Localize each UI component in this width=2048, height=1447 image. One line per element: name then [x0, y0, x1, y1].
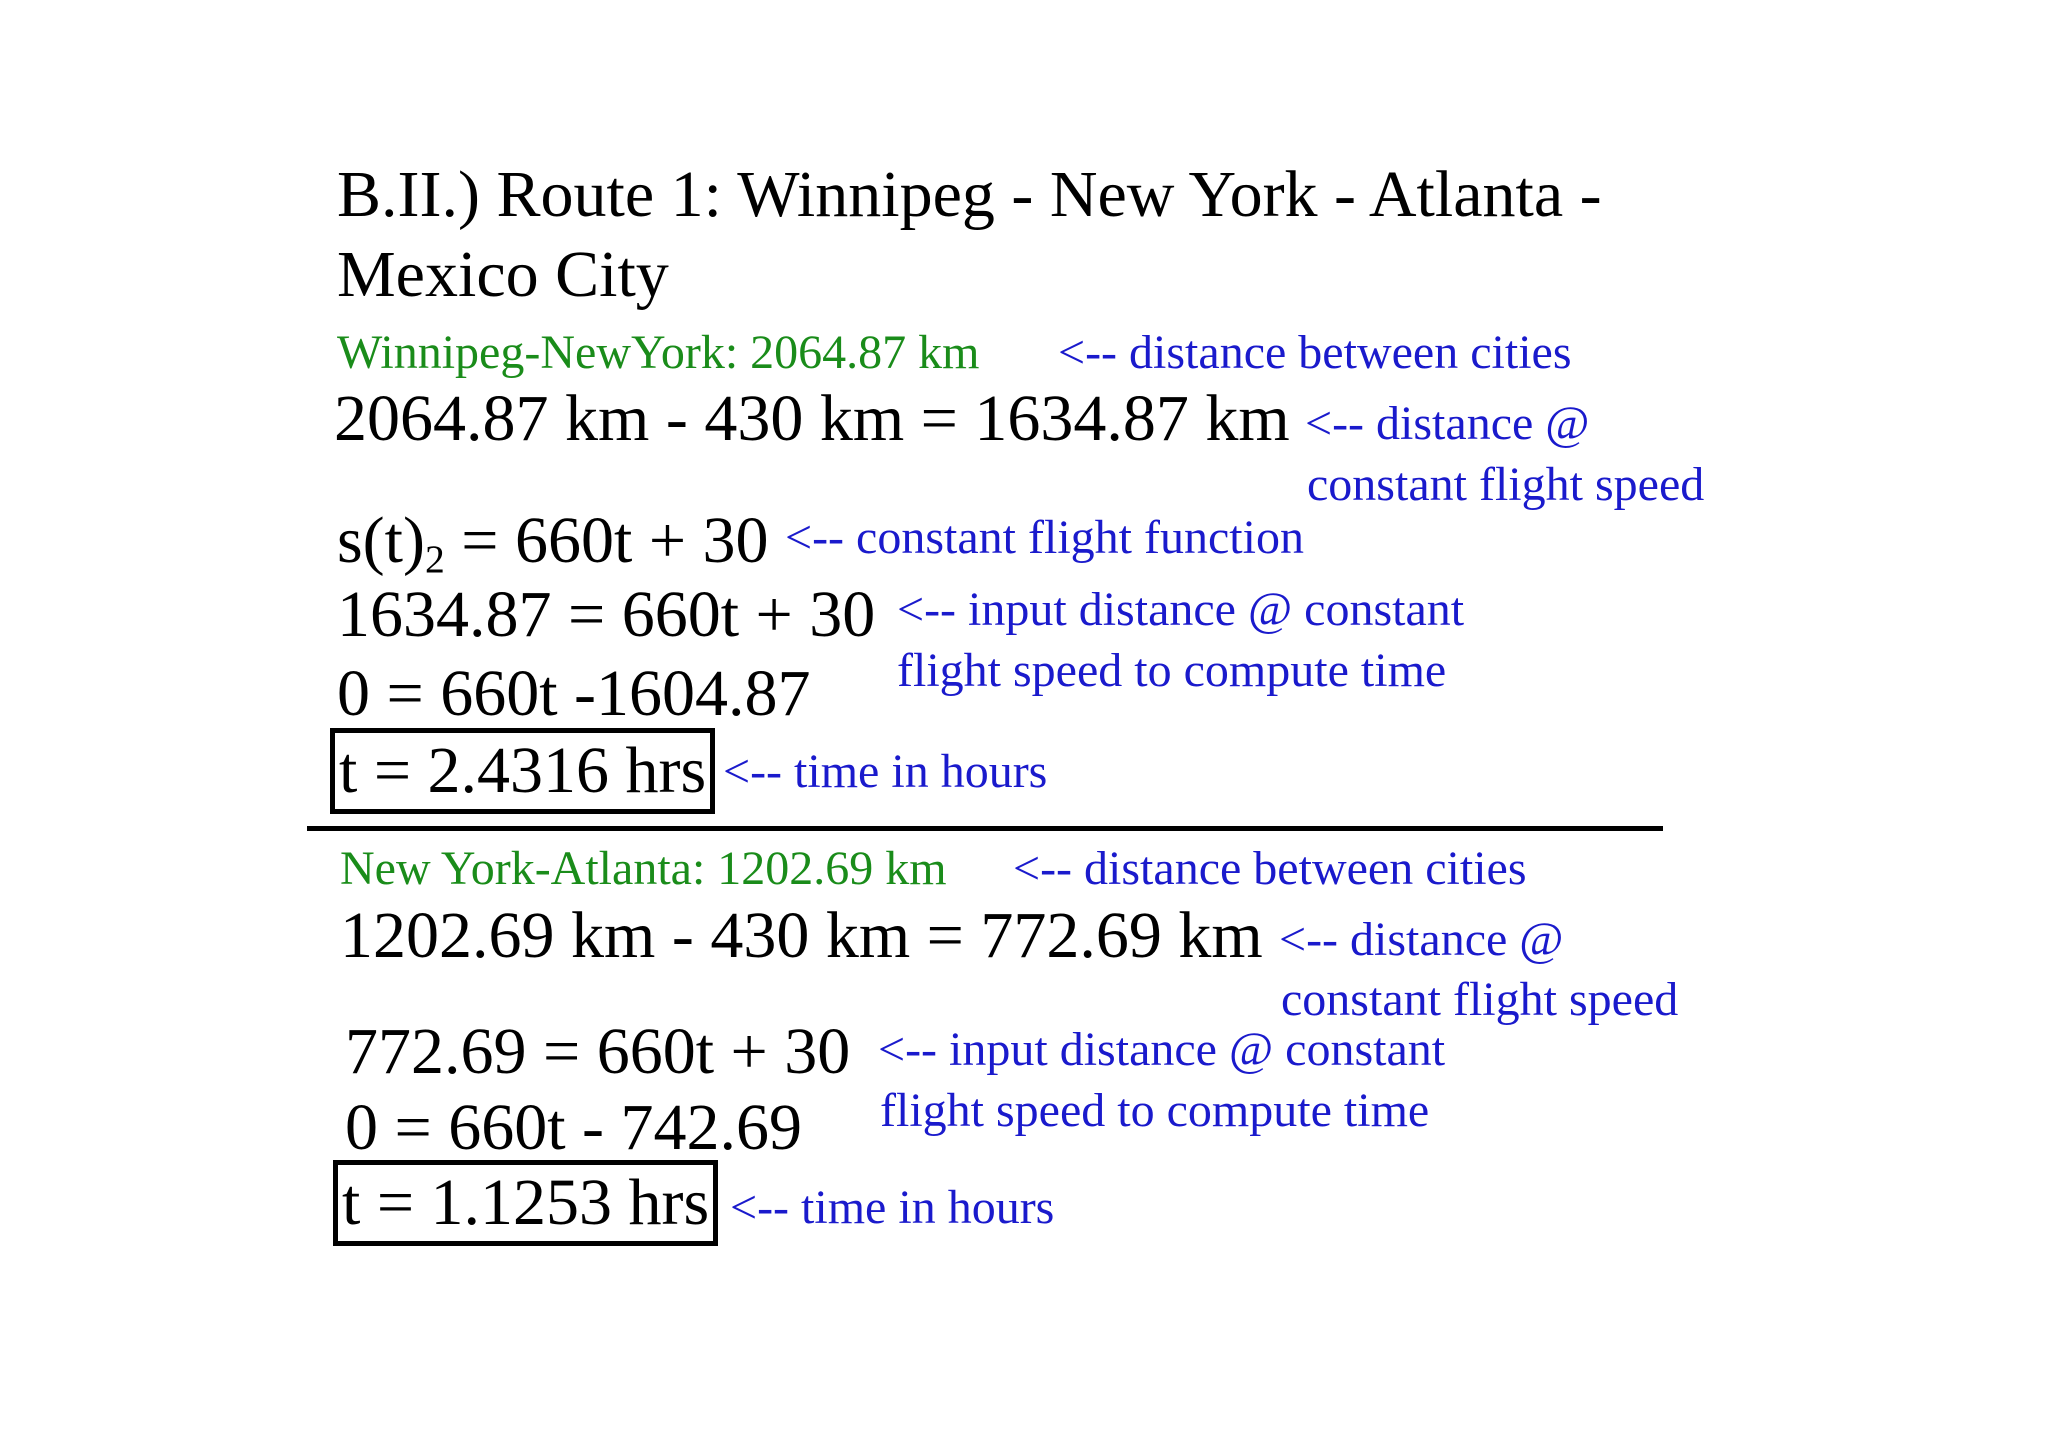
section2-input-note-line-2: flight speed to compute time [880, 1084, 1430, 1137]
section2-input-equation: 772.69 = 660t + 30 [345, 1015, 851, 1088]
section1-zero-equation: 0 = 660t -1604.87 [337, 657, 811, 730]
section2-distance-note-line-2: constant flight speed [1281, 973, 1679, 1026]
section2-distance-note-line-1: <-- distance @ [1279, 913, 1564, 966]
section1-header-note: <-- distance between cities [1058, 326, 1572, 379]
function-rhs: = 660t + 30 [444, 504, 769, 577]
title-line-2: Mexico City [337, 238, 669, 311]
section2-distance-equation: 1202.69 km - 430 km = 772.69 km [340, 899, 1263, 972]
section1-input-note-line-2: flight speed to compute time [897, 644, 1447, 697]
section1-result-box: t = 2.4316 hrs [330, 728, 715, 814]
title-line-1: B.II.) Route 1: Winnipeg - New York - Atlanta - [337, 158, 1602, 231]
section1-distance-note-line-2: constant flight speed [1307, 458, 1705, 511]
section1-input-equation: 1634.87 = 660t + 30 [337, 578, 876, 651]
section2-header: New York-Atlanta: 1202.69 km [340, 842, 947, 895]
section1-distance-note-line-1: <-- distance @ [1305, 397, 1590, 450]
section2-result-note: <-- time in hours [730, 1181, 1055, 1234]
section1-function-note: <-- constant flight function [785, 511, 1304, 564]
section1-result-note: <-- time in hours [723, 745, 1048, 798]
function-subscript: 2 [424, 536, 445, 581]
section1-distance-equation: 2064.87 km - 430 km = 1634.87 km [334, 382, 1290, 455]
section1-flight-function [337, 504, 769, 581]
section2-zero-equation: 0 = 660t - 742.69 [345, 1091, 803, 1164]
section1-input-note-line-1: <-- input distance @ constant [897, 583, 1465, 636]
section2-input-note-line-1: <-- input distance @ constant [878, 1023, 1446, 1076]
section1-header: Winnipeg-NewYork: 2064.87 km [337, 326, 980, 379]
section-divider [307, 826, 1663, 831]
section2-result-box: t = 1.1253 hrs [333, 1160, 718, 1246]
function-lhs: s(t) [337, 504, 425, 577]
section2-header-note: <-- distance between cities [1013, 842, 1527, 895]
